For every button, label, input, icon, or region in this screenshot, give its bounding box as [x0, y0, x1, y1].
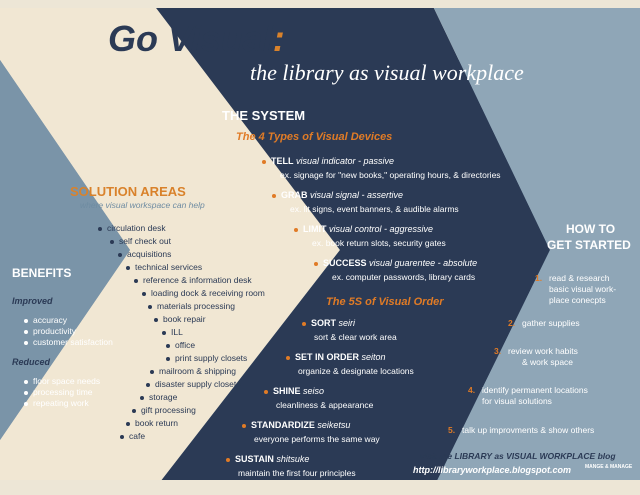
bullet-dot — [118, 253, 122, 257]
bottom-strip — [0, 480, 640, 495]
bullet-dot — [24, 402, 28, 406]
main-title-text: Go Visual — [108, 18, 273, 59]
solution-item — [162, 327, 183, 337]
solution-item — [126, 418, 178, 428]
solution-item-text: book repair — [163, 314, 206, 324]
solution-item — [110, 236, 171, 246]
improved-label: Improved — [12, 296, 53, 306]
device-item — [314, 258, 477, 268]
device-item — [272, 190, 403, 200]
bullet-dot — [126, 266, 130, 270]
solution-item-text: office — [175, 340, 196, 350]
bullet-dot — [262, 160, 266, 164]
solution-item-text: loading dock & receiving room — [151, 288, 265, 298]
bullet-dot — [150, 370, 154, 374]
solution-item-text: book return — [135, 418, 178, 428]
howto-step-text: identify permanent locations — [482, 385, 588, 395]
howto-step-text: for visual solutions — [482, 396, 552, 406]
bullet-dot — [226, 458, 230, 462]
solution-item — [140, 392, 177, 402]
bullet-dot — [126, 422, 130, 426]
howto-step-number: 3. — [494, 346, 502, 356]
solution-item — [132, 405, 196, 415]
improved-item-text: accuracy — [33, 315, 68, 325]
bullet-dot — [98, 227, 102, 231]
reduced-item — [24, 387, 93, 397]
solution-item-text: ILL — [171, 327, 183, 337]
howto-heading-line1: HOW TO — [566, 222, 616, 236]
device-example: ex. signage for "new books," operating hours, & directories — [280, 170, 501, 180]
howto-heading-line2: GET STARTED — [547, 238, 631, 252]
solution-item-text: cafe — [129, 431, 146, 441]
main-title — [108, 18, 285, 60]
bullet-dot — [272, 194, 276, 198]
five-s-item — [226, 454, 309, 464]
howto-step-number: 2. — [508, 318, 516, 328]
bullet-dot — [120, 435, 124, 439]
device-item — [262, 156, 394, 166]
solution-item — [166, 340, 195, 350]
device-desc: visual indicator - passive — [296, 156, 395, 166]
five-s-item — [242, 420, 350, 430]
reduced-item — [24, 376, 100, 386]
howto-step-text: talk up improvments & show others — [462, 425, 595, 435]
solution-item — [148, 301, 235, 311]
bullet-dot — [148, 305, 152, 309]
solution-item-text: acquisitions — [127, 249, 172, 259]
device-name: TELL — [271, 156, 294, 166]
bullet-dot — [134, 279, 138, 283]
five-s-desc: everyone performs the same way — [254, 434, 380, 444]
five-s-desc: cleanliness & appearance — [276, 400, 374, 410]
publisher-logo: MANGE & MANAGE — [585, 464, 633, 470]
device-name: GRAB — [281, 190, 308, 200]
device-name: LIMIT — [303, 224, 327, 234]
howto-step-text: review work habits — [508, 346, 578, 356]
solution-item — [134, 275, 252, 285]
bullet-dot — [140, 396, 144, 400]
reduced-item-text: floor space needs — [33, 376, 101, 386]
improved-item-text: productivity — [33, 326, 76, 336]
five-s-item — [286, 352, 386, 362]
bullet-dot — [146, 383, 150, 387]
benefits-heading: BENEFITS — [12, 266, 72, 280]
howto-step-number: 1. — [535, 273, 543, 283]
five-s-japanese: shitsuke — [276, 454, 310, 464]
bullet-dot — [294, 228, 298, 232]
solution-item — [150, 366, 236, 376]
device-item — [294, 224, 433, 234]
bullet-dot — [242, 424, 246, 428]
improved-item — [24, 315, 67, 325]
five-s-item — [302, 318, 355, 328]
improved-item — [24, 326, 76, 336]
solution-item-text: gift processing — [141, 405, 196, 415]
solution-item-text: materials processing — [157, 301, 235, 311]
five-s-japanese: seiri — [338, 318, 356, 328]
solution-item-text: storage — [149, 392, 178, 402]
bullet-dot — [154, 318, 158, 322]
five-s-name: SHINE — [273, 386, 301, 396]
five-s-name: STANDARDIZE — [251, 420, 315, 430]
devices-heading: The 4 Types of Visual Devices — [236, 131, 393, 143]
bullet-dot — [24, 341, 28, 345]
subtitle: the library as visual workplace — [250, 60, 524, 85]
five-s-desc: sort & clear work area — [314, 332, 397, 342]
bullet-dot — [24, 330, 28, 334]
howto-step-number: 5. — [448, 425, 456, 435]
five-s-japanese: seiso — [303, 386, 325, 396]
howto-step-text: basic visual work- — [549, 284, 617, 294]
device-example: ex. lit signs, event banners, & audible alarms — [290, 204, 459, 214]
bullet-dot — [110, 240, 114, 244]
solution-item — [142, 288, 265, 298]
five-s-name: SUSTAIN — [235, 454, 274, 464]
bullet-dot — [314, 262, 318, 266]
improved-item-text: customer satisfaction — [33, 337, 113, 347]
solution-item — [154, 314, 206, 324]
bullet-dot — [302, 322, 306, 326]
howto-step-text: read & research — [549, 273, 610, 283]
howto-step-text: place conecpts — [549, 295, 606, 305]
solution-item — [118, 249, 171, 259]
reduced-item — [24, 398, 89, 408]
five-s-japanese: seiketsu — [317, 420, 351, 430]
device-name: SUCCESS — [323, 258, 367, 268]
howto-step-text: & work space — [522, 357, 574, 367]
solution-item — [120, 431, 145, 441]
solution-item — [146, 379, 241, 389]
bullet-dot — [166, 344, 170, 348]
reduced-label: Reduced — [12, 357, 51, 367]
bullet-dot — [24, 319, 28, 323]
bullet-dot — [162, 331, 166, 335]
device-desc: visual signal - assertive — [310, 190, 404, 200]
solution-item — [166, 353, 247, 363]
device-example: ex. book return slots, security gates — [312, 238, 446, 248]
five-s-heading: The 5S of Visual Order — [326, 296, 444, 308]
solution-subheading: where visual workspace can help — [80, 200, 205, 210]
footer-url[interactable]: http://libraryworkplace.blogspot.com — [413, 465, 572, 475]
five-s-desc: maintain the first four principles — [238, 468, 356, 478]
reduced-item-text: repeating work — [33, 398, 89, 408]
device-desc: visual guarentee - absolute — [369, 258, 478, 268]
five-s-name: SET IN ORDER — [295, 352, 360, 362]
five-s-name: SORT — [311, 318, 337, 328]
five-s-item — [264, 386, 324, 396]
solution-item-text: reference & information desk — [143, 275, 252, 285]
system-heading: THE SYSTEM — [222, 108, 306, 123]
bullet-dot — [166, 357, 170, 361]
solution-item-text: print supply closets — [175, 353, 248, 363]
solution-item — [98, 223, 166, 233]
title-colon: : — [272, 18, 285, 59]
solution-item-text: mailroom & shipping — [159, 366, 237, 376]
howto-step-text: gather supplies — [522, 318, 580, 328]
solution-item-text: circulation desk — [107, 223, 166, 233]
howto-step-number: 4. — [468, 385, 476, 395]
bullet-dot — [142, 292, 146, 296]
device-example: ex. computer passwords, library cards — [332, 272, 476, 282]
bullet-dot — [132, 409, 136, 413]
bullet-dot — [286, 356, 290, 360]
solution-heading: SOLUTION AREAS — [70, 184, 186, 199]
solution-item-text: disaster supply closets — [155, 379, 241, 389]
bullet-dot — [24, 380, 28, 384]
device-desc: visual control - aggressive — [329, 224, 434, 234]
reduced-item-text: processing time — [33, 387, 93, 397]
solution-item-text: self check out — [119, 236, 171, 246]
five-s-japanese: seiton — [361, 352, 386, 362]
five-s-desc: organize & designate locations — [298, 366, 414, 376]
top-strip — [0, 0, 640, 8]
bullet-dot — [24, 391, 28, 395]
solution-item — [126, 262, 202, 272]
footer-line1: visit the LIBRARY as VISUAL WORKPLACE blog — [420, 451, 616, 461]
bullet-dot — [264, 390, 268, 394]
solution-item-text: technical services — [135, 262, 203, 272]
improved-item — [24, 337, 113, 347]
